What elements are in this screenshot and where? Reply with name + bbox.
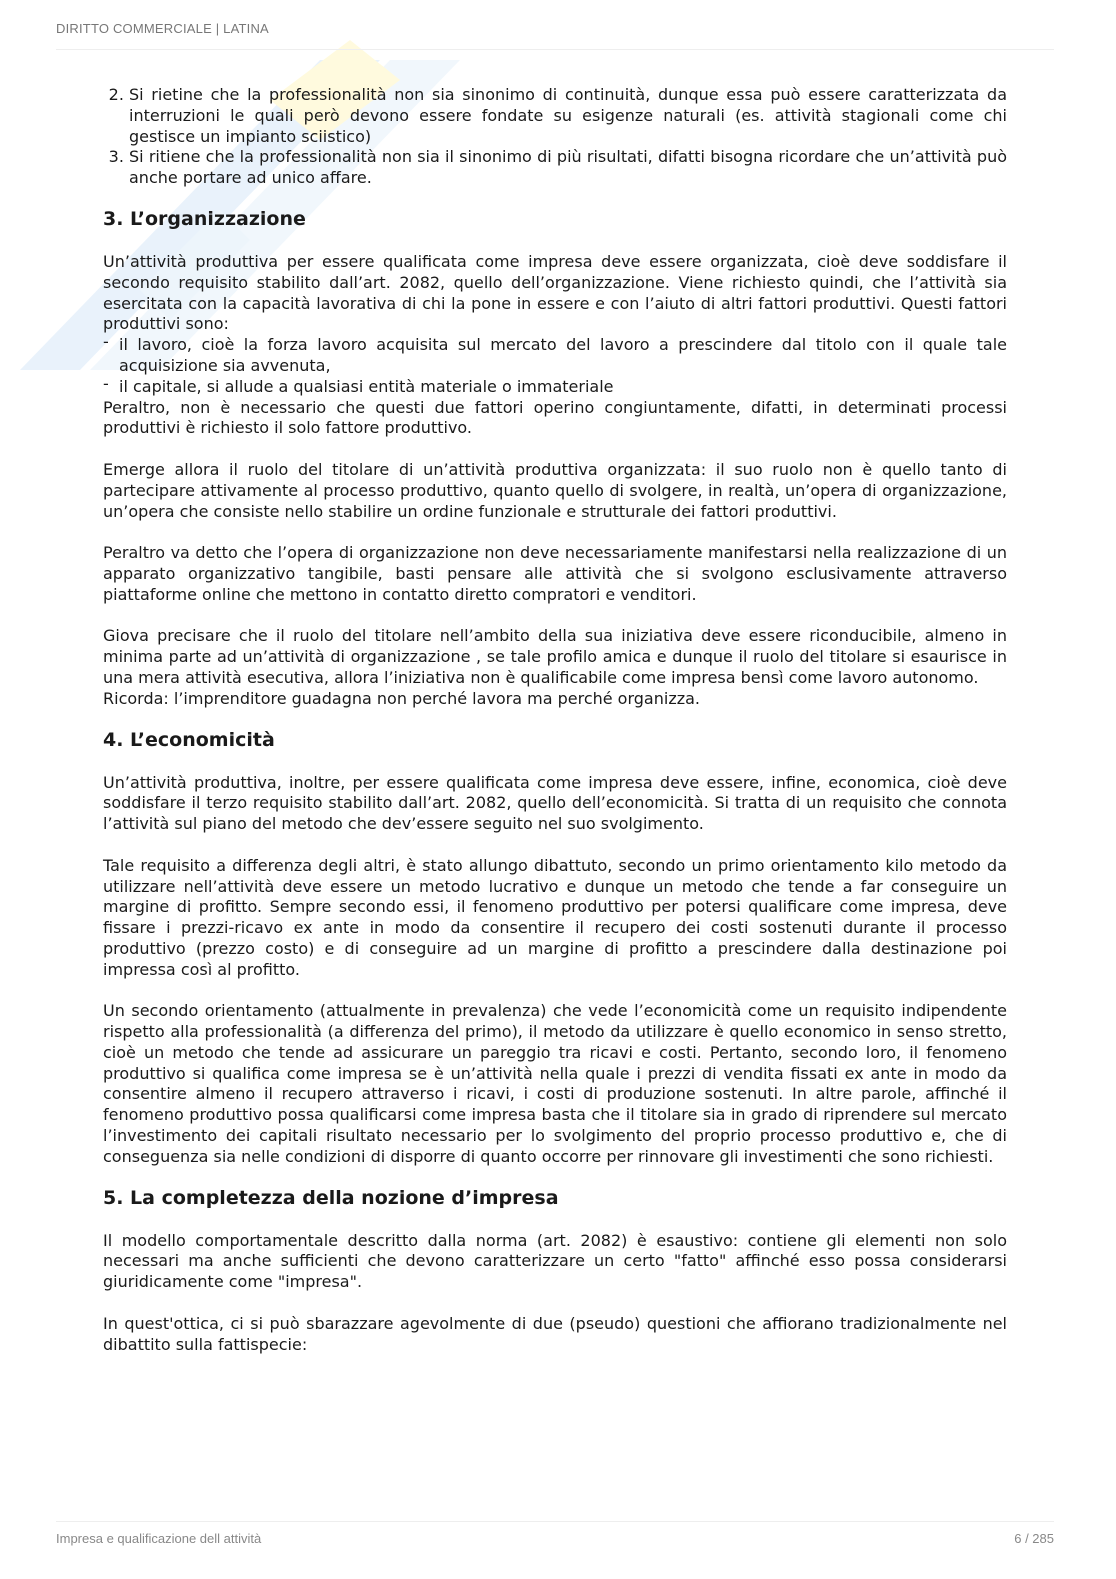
paragraph: Un’attività produttiva per essere qualificata come impresa deve essere organizzata, cioè deve soddisfare il secondo requisito stabilito dall’art. 2082, quello dell’organizzazione. Viene richiesto quindi, che l’attività sia esercitata con la capacità lavorativa di chi la pone in essere e con l’aiuto di altri fattori produttivi. Questi fattori produttivi sono: [103, 251, 1007, 334]
document-body [103, 85, 1007, 1355]
section-heading-organizzazione: 3. L’organizzazione [103, 207, 306, 230]
paragraph: Giova precisare che il ruolo del titolare nell’ambito della sua iniziativa deve essere riconducibile, almeno in minima parte ad un’attività di organizzazione , se tale profilo amica e dunque il ruolo del titolare si esaurisce in una mera attività esecutiva, allora l’iniziativa non è qualificabile come impresa bensì come lavoro autonomo. [103, 626, 1007, 687]
paragraph: Emerge allora il ruolo del titolare di un’attività produttiva organizzata: il suo ruolo non è quello tanto di partecipare attivamente al processo produttivo, quanto quello di svolgere, in realtà, un’opera di organizzazione, un’opera che consiste nello stabilire un ordine funzionale e strutturale dei fattori produttivi. [103, 459, 1007, 521]
paragraph: In quest'ottica, ci si può sbarazzare agevolmente di due (pseudo) questioni che affiorano tradizionalmente nel dibattito sulla fattispecie: [103, 1313, 1007, 1354]
footer-divider [56, 1521, 1054, 1522]
list-item: 3. Si ritiene che la professionalità non sia il sinonimo di più risultati, difatti bisogna ricordare che un’attività può anche portare ad unico affare. [129, 147, 1007, 189]
paragraph: Ricorda: l’imprenditore guadagna non perché lavora ma perché organizza. [103, 688, 700, 708]
paragraph: Un’attività produttiva, inoltre, per essere qualificata come impresa deve essere, infine, economica, cioè deve soddisfare il terzo requisito stabilito dall’art. 2082, quello dell’economicità. Si tratta di un requisito che connota l’attività sul piano del metodo che dev’essere seguito nel suo svolgimento. [103, 772, 1007, 834]
list-item: 2. Si rietine che la professionalità non sia sinonimo di continuità, dunque essa può essere caratterizzata da interruzioni le quali però devono essere fondate su esigenze naturali (es. attività stagionali come chi gestisce un impianto sciistico) [129, 85, 1007, 147]
section-heading-economicita: 4. L’economicità [103, 728, 275, 751]
paragraph: Peraltro va detto che l’opera di organizzazione non deve necessariamente manifestarsi nella realizzazione di un apparato organizzativo tangibile, basti pensare alle attività che si svolgono esclusivamente attraverso piattaforme online che mettono in contatto diretto compratori e venditori. [103, 543, 1007, 604]
footer-document-title: Impresa e qualificazione dell attività [56, 1531, 262, 1546]
paragraph: Il modello comportamentale descritto dalla norma (art. 2082) è esaustivo: contiene gli elementi non solo necessari ma anche sufficienti che devono caratterizzare un certo "fatto" affinché esso possa considerarsi giuridicamente come "impresa". [103, 1230, 1007, 1292]
paragraph: Peraltro, non è necessario che questi due fattori operino congiuntamente, difatti, in determinati processi produttivi è richiesto il solo fattore produttivo. [103, 397, 1007, 438]
list-item: - il capitale, si allude a qualsiasi entità materiale o immateriale [119, 377, 1007, 398]
paragraph: Un secondo orientamento (attualmente in prevalenza) che vede l’economicità come un requisito indipendente rispetto alla professionalità (a differenza del primo), il metodo da utilizzare è quello economico in senso stretto, cioè un metodo che tende ad assicurare un pareggio tra ricavi e costi. Pertanto, secondo loro, il fenomeno produttivo si qualifica come impresa se è un’attività nella quale i prezzi di vendita fissati ex ante in modo da consentire almeno il recupero attraverso i ricavi, i costi di produzione sostenuti. In altre parole, affinché il fenomeno produttivo possa qualificarsi come impresa basta che il titolare sia in grado di riprendere sul mercato l’investimento dei capitali risultato necessario per lo svolgimento del proprio processo produttivo e, che di conseguenza sia nelle condizioni di disporre di quanto occorre per rinnovare gli investimenti che sono richiesti. [103, 1001, 1007, 1166]
numbered-list [103, 85, 1007, 189]
section-heading-completezza: 5. La completezza della nozione d’impresa [103, 1186, 559, 1209]
page-number: 6 / 285 [1014, 1531, 1054, 1546]
dash-list [103, 335, 1007, 397]
list-item: - il lavoro, cioè la forza lavoro acquisita sul mercato del lavoro a prescindere dal titolo con il quale tale acquisizione sia avvenuta, [119, 335, 1007, 377]
header-divider [56, 49, 1054, 50]
running-header: DIRITTO COMMERCIALE | LATINA [56, 21, 269, 36]
paragraph: Tale requisito a differenza degli altri, è stato allungo dibattuto, secondo un primo orientamento kilo metodo da utilizzare nell’attività deve essere un metodo lucrativo e dunque un metodo che tende a far conseguire un margine di profitto. Sempre secondo essi, il fenomeno produttivo per potersi qualificare come impresa, deve fissare i prezzi-ricavo ex ante in modo da consentire il recupero dei costi sostenuti durante il processo produttivo (prezzo costo) e di conseguire ad un margine di profitto a prescindere dalla destinazione poi impressa così al profitto. [103, 855, 1007, 979]
